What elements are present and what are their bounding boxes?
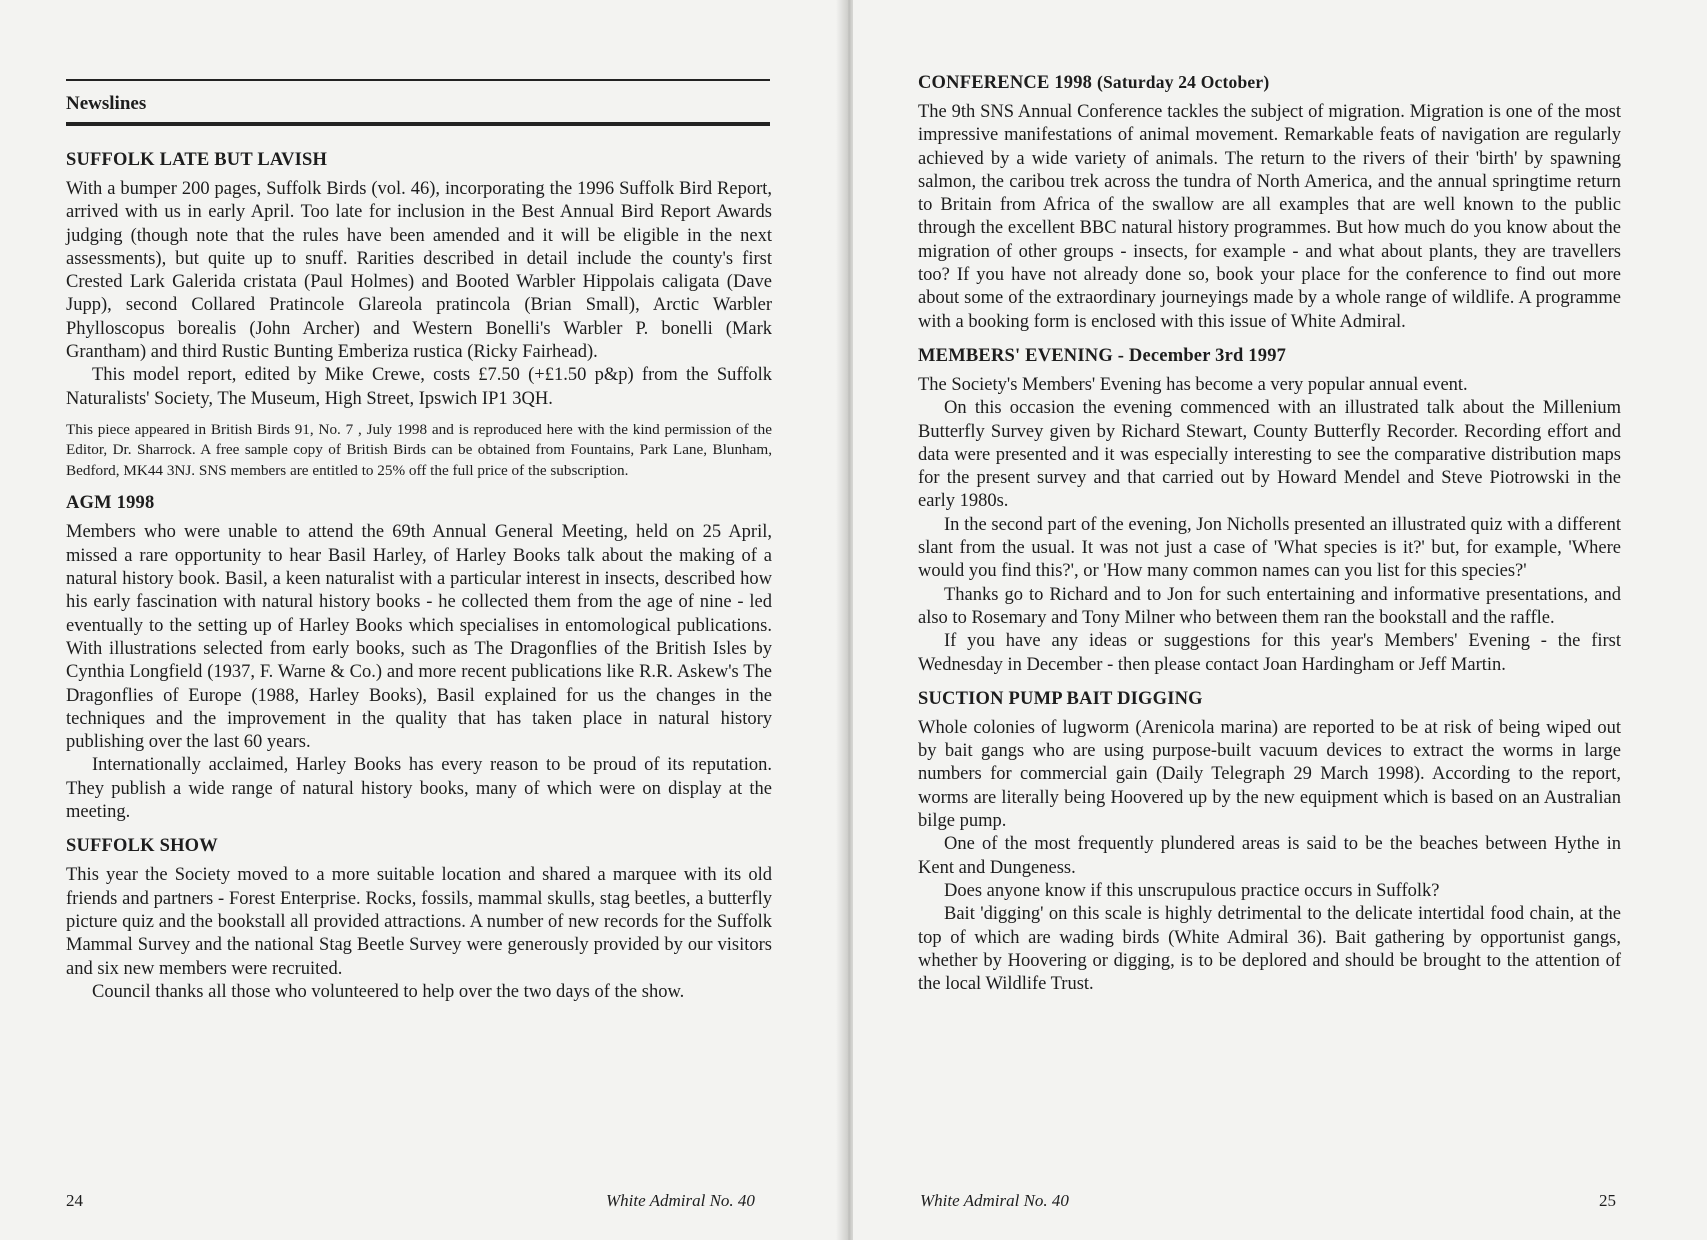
header-rule xyxy=(66,79,770,81)
page-25 xyxy=(853,0,1707,1240)
paragraph: Thanks go to Richard and to Jon for such entertaining and informative presentations, and also to Rosemary and Tony Milner who between them ran the bookstall and the raffle. xyxy=(918,584,1621,628)
page-24 xyxy=(0,0,846,1240)
paragraph: In the second part of the evening, Jon Nicholls presented an illustrated quiz with a different slant from the usual. It was not just a case of 'What species is it?' but, for example, 'Where would you find this?', or 'How many common names can you list for this species?' xyxy=(918,514,1621,582)
journal-footer: White Admiral No. 40 xyxy=(920,1191,1069,1210)
paragraph: Bait 'digging' on this scale is highly detrimental to the delicate intertidal food chain, at the top of which are wading birds (White Admiral 36). Bait gathering by opportunist gangs, whether by Hoovering or digging, is to be deplored and should be brought to the attention of the local Wildlife Trust. xyxy=(918,904,1621,995)
article-suction-pump-bait-digging xyxy=(918,689,1621,997)
article-heading: SUFFOLK SHOW xyxy=(66,836,218,857)
paragraph: Members who were unable to attend the 69th Annual General Meeting, held on 25 April, missed a rare opportunity to hear Basil Harley, of Harley Books talk about the making of a natural history book. Basil, a keen naturalist with a particular interest in insects, described how his early fascination with natural history books - he collected them from the age of nine - led eventually to the setting up of Harley Books which specialises in entomological publications. With illustrations selected from early books, such as The Dragonflies of the British Isles by Cynthia Longfield (1937, F. Warne & Co.) and more recent publications like R.R. Askew's The Dragonflies of Europe (1988, Harley Books), Basil explained for us the changes in the techniques and the improvement in the quality that has taken place in natural history publishing over the last 60 years. xyxy=(66,522,772,753)
page-number: 24 xyxy=(66,1191,83,1210)
article-conference-1998 xyxy=(918,72,1621,334)
article-heading: SUFFOLK LATE BUT LAVISH xyxy=(66,150,328,170)
reprint-note xyxy=(66,420,772,482)
paragraph: With a bumper 200 pages, Suffolk Birds (vol. 46), incorporating the 1996 Suffolk Bird Report, arrived with us in early April. Too late for inclusion in the Best Annual Bird Report Awards judging (though note that the rules have been amended and it will be eligible in the next assessments), but quite up to snuff. Rarities described in detail include the county's first Crested Lark Galerida cristata (Paul Holmes) and Booted Warbler Hippolais caligata (Dave Jupp), second Collared Pratincole Glareola pratincola (Brian Small), Arctic Warbler Phylloscopus borealis (John Archer) and Western Bonelli's Warbler P. bonelli (Mark Grantham) and third Rustic Bunting Emberiza rustica (Ricky Fairhead). xyxy=(66,179,772,363)
article-members-evening xyxy=(918,346,1621,677)
header-rule xyxy=(66,122,770,126)
article-heading: SUCTION PUMP BAIT DIGGING xyxy=(918,688,1203,709)
paragraph: The Society's Members' Evening has become a very popular annual event. xyxy=(918,374,1468,395)
page-number: 25 xyxy=(1599,1191,1616,1210)
paragraph: The 9th SNS Annual Conference tackles the subject of migration. Migration is one of the most impressive manifestations of animal movement. Remarkable feats of navigation are regularly achieved by a wide variety of animals. The return to the rivers of their 'birth' by spawning salmon, the caribou trek across the tundra of North America, and the annual springtime return to Britain from Africa of the swallow are all examples that are well known to the public through the excellent BBC natural history programmes. But how much do you know about the migration of other groups - insects, for example - and what about plants, they are travellers too? If you have not already done so, book your place for the conference to find out more about some of the extraordinary journeyings made by a whole range of wildlife. A programme with a booking form is enclosed with this issue of White Admiral. xyxy=(918,102,1621,332)
paragraph: Internationally acclaimed, Harley Books has every reason to be proud of its reputation. They publish a wide range of natural history books, many of which were on display at the meeting. xyxy=(66,755,772,823)
paragraph: This piece appeared in British Birds 91, No. 7 , July 1998 and is reproduced here with the kind permission of the Editor, Dr. Sharrock. A free sample copy of British Birds can be obtained from Fountains, Park Lane, Blunham, Bedford, MK44 3NJ. SNS members are entitled to 25% off the full price of the subscription. xyxy=(66,420,772,479)
article-suffolk-show xyxy=(66,836,772,1004)
paragraph: This model report, edited by Mike Crewe, costs £7.50 (+£1.50 p&p) from the Suffolk Naturalists' Society, The Museum, High Street, Ipswich IP1 3QH. xyxy=(66,365,772,409)
running-head: Newslines xyxy=(66,93,147,114)
article-suffolk-late-but-lavish xyxy=(66,150,772,481)
article-heading: MEMBERS' EVENING - December 3rd 1997 xyxy=(918,345,1287,366)
paragraph: This year the Society moved to a more suitable location and shared a marquee with its old friends and partners - Forest Enterprise. Rocks, fossils, mammal skulls, stag beetles, a butterfly picture quiz and the bookstall all provided attractions. A number of new records for the Suffolk Mammal Survey and the national Stag Beetle Survey were generously provided by our visitors and six new members were recruited. xyxy=(66,865,772,979)
left-column xyxy=(66,150,772,1016)
article-heading: AGM 1998 xyxy=(66,493,155,514)
article-heading xyxy=(918,72,1621,94)
paragraph: If you have any ideas or suggestions for this year's Members' Evening - the first Wednesday in December - then please contact Joan Hardingham or Jeff Martin. xyxy=(918,631,1621,675)
heading-title: CONFERENCE 1998 xyxy=(918,73,1093,93)
heading-date: (Saturday 24 October) xyxy=(1096,72,1270,92)
paragraph: Council thanks all those who volunteered to help over the two days of the show. xyxy=(92,981,685,1002)
journal-footer: White Admiral No. 40 xyxy=(606,1191,755,1210)
paragraph: One of the most frequently plundered areas is said to be the beaches between Hythe in Kent and Dungeness. xyxy=(918,834,1621,878)
paragraph: Does anyone know if this unscrupulous practice occurs in Suffolk? xyxy=(944,880,1440,901)
paragraph: Whole colonies of lugworm (Arenicola marina) are reported to be at risk of being wiped out by bait gangs who are using purpose-built vacuum devices to extract the worms in large numbers for commercial gain (Daily Telegraph 29 March 1998). According to the report, worms are literally being Hoovered up by the new equipment which is based on an Australian bilge pump. xyxy=(918,717,1621,832)
right-column xyxy=(918,72,1621,1008)
paragraph: On this occasion the evening commenced with an illustrated talk about the Millenium Butterfly Survey given by Richard Stewart, County Butterfly Recorder. Recording effort and data were presented and it was especially interesting to see the comparative distribution maps for the present survey and that carried out by Howard Mendel and Steve Piotrowski in the early 1980s. xyxy=(918,398,1621,512)
article-agm-1998 xyxy=(66,493,772,824)
